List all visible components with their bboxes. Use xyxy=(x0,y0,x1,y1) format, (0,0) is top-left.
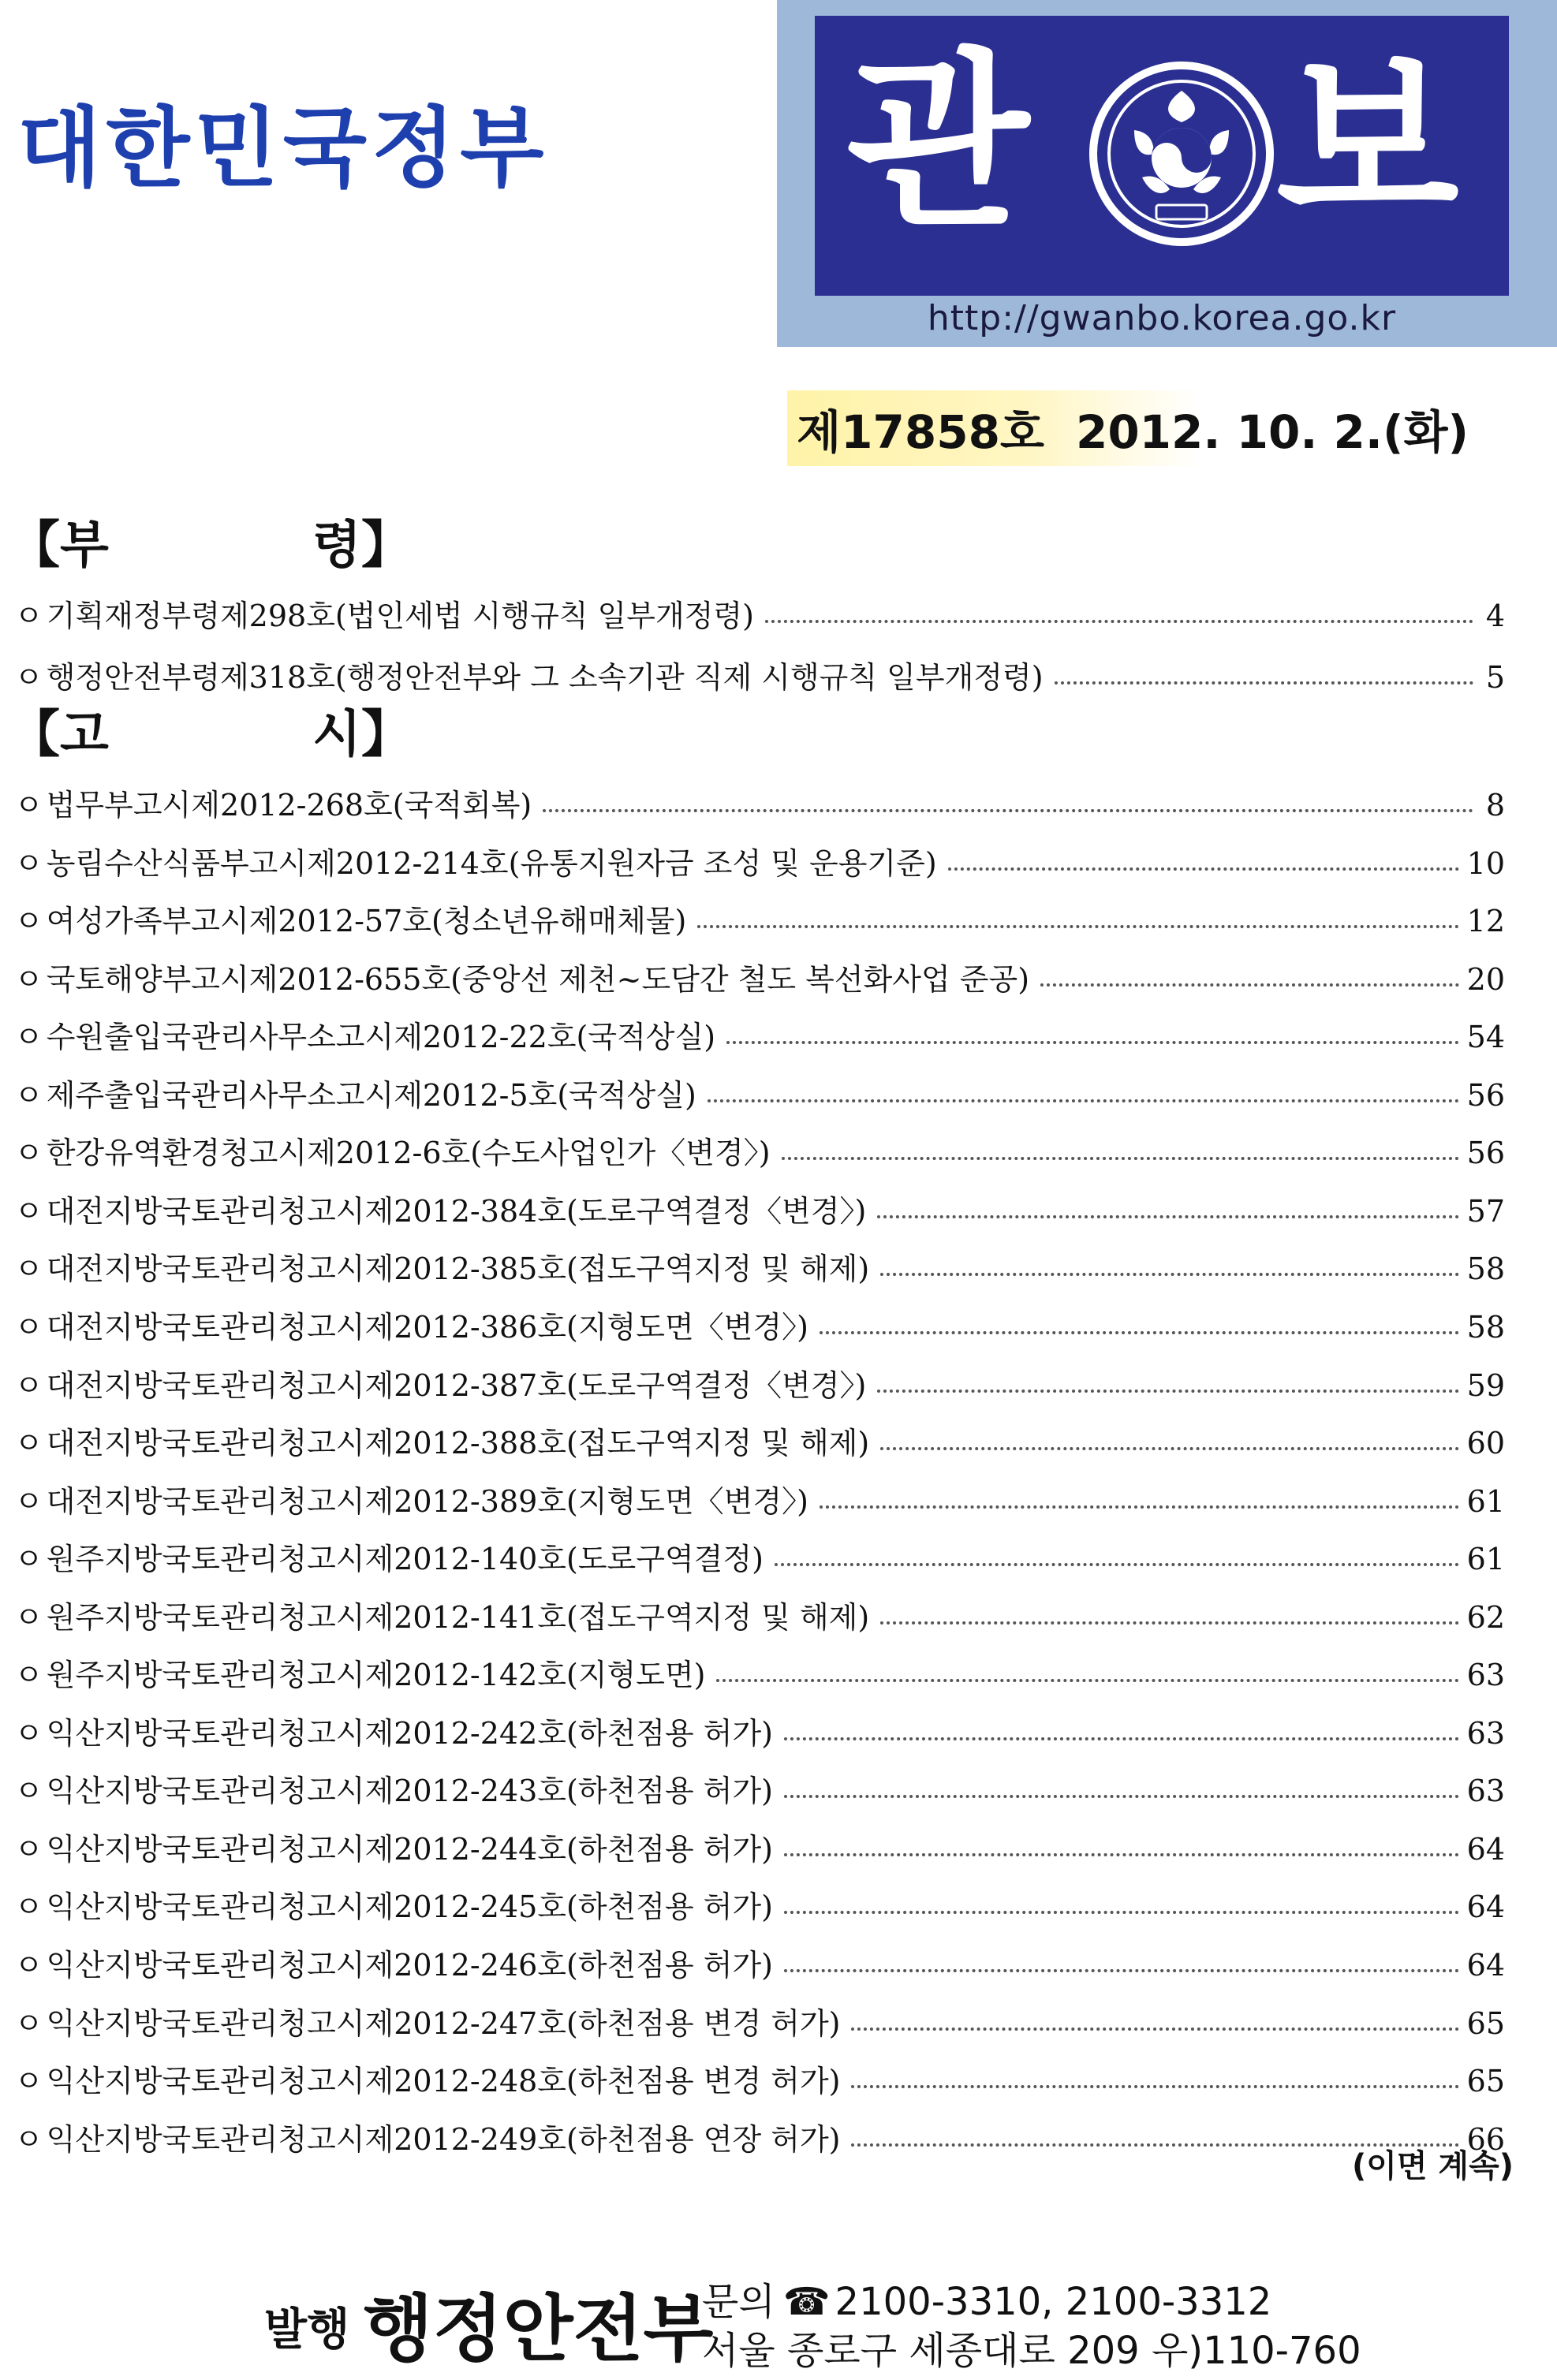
dot-leader xyxy=(880,1447,1458,1450)
dot-leader xyxy=(775,1563,1459,1566)
toc-item-title: 익산지방국토관리청고시제2012-248호(하천점용 변경 허가) xyxy=(46,2064,841,2099)
section-heading-notices xyxy=(9,694,412,767)
bullet-icon: ㅇ xyxy=(14,1252,43,1287)
dot-leader xyxy=(726,1041,1459,1044)
toc-item-page: 4 xyxy=(1485,599,1505,633)
toc-item-title: 한강유역환경청고시제2012-6호(수도사업인가〈변경〉) xyxy=(46,1136,771,1171)
toc-item-page: 61 xyxy=(1466,1542,1505,1577)
bullet-icon: ㅇ xyxy=(14,1020,43,1055)
bullet-icon: ㅇ xyxy=(14,660,43,695)
toc-item-page: 58 xyxy=(1466,1309,1505,1345)
toc-item-page: 62 xyxy=(1466,1599,1505,1635)
issue-info xyxy=(787,390,1478,466)
toc-item-title: 익산지방국토관리청고시제2012-243호(하천점용 허가) xyxy=(46,1774,773,1809)
toc-item-title: 익산지방국토관리청고시제2012-245호(하천점용 허가) xyxy=(46,1889,773,1925)
bullet-icon: ㅇ xyxy=(14,904,43,939)
bullet-icon: ㅇ xyxy=(14,2005,43,2041)
dot-leader xyxy=(765,620,1473,623)
toc-item-page: 12 xyxy=(1466,904,1505,939)
toc-item-page: 64 xyxy=(1466,1831,1505,1867)
dot-leader xyxy=(784,1737,1459,1740)
toc-item-title: 원주지방국토관리청고시제2012-141호(접도구역지정 및 해제) xyxy=(46,1599,870,1635)
bullet-icon: ㅇ xyxy=(14,1715,43,1751)
dot-leader xyxy=(880,1621,1458,1625)
toc-item[interactable] xyxy=(14,1709,1505,1756)
issue-date: 2012. 10. 2.(화) xyxy=(1075,405,1469,459)
bullet-icon: ㅇ xyxy=(14,1831,43,1867)
dot-leader xyxy=(820,1505,1459,1509)
toc-item-title: 국토해양부고시제2012-655호(중앙선 제천~도담간 철도 복선화사업 준공) xyxy=(46,961,1030,997)
dot-leader xyxy=(784,1795,1459,1798)
bullet-icon: ㅇ xyxy=(14,1599,43,1635)
toc-item[interactable] xyxy=(14,1303,1505,1350)
bullet-icon: ㅇ xyxy=(14,1193,43,1229)
toc-item[interactable] xyxy=(14,1999,1505,2046)
toc-item[interactable] xyxy=(14,1535,1505,1582)
publish-label: 발행 xyxy=(264,2304,350,2356)
toc-item-page: 56 xyxy=(1466,1136,1505,1171)
publisher-name: 행정안전부 xyxy=(363,2287,714,2371)
inquiry-label: 문의 xyxy=(702,2280,775,2324)
bullet-icon: ㅇ xyxy=(14,1077,43,1113)
toc-item[interactable] xyxy=(14,1419,1505,1466)
gazette-url[interactable]: http://gwanbo.korea.go.kr xyxy=(927,298,1397,338)
bullet-icon: ㅇ xyxy=(14,788,43,823)
masthead-panel xyxy=(815,16,1509,296)
toc-item[interactable] xyxy=(14,1941,1505,1988)
bullet-icon: ㅇ xyxy=(14,2121,43,2157)
toc-item-title: 대전지방국토관리청고시제2012-388호(접도구역지정 및 해제) xyxy=(46,1426,870,1461)
toc-item[interactable] xyxy=(14,1477,1505,1524)
dot-leader xyxy=(543,809,1473,812)
toc-item-title: 대전지방국토관리청고시제2012-385호(접도구역지정 및 해제) xyxy=(46,1252,870,1287)
contact-address: 서울 종로구 세종대로 209 우)110-760 xyxy=(702,2329,1361,2373)
toc-item-page: 59 xyxy=(1466,1367,1505,1403)
masthead-title-right: 보 xyxy=(1276,32,1459,252)
bullet-icon: ㅇ xyxy=(14,1542,43,1577)
toc-item-page: 63 xyxy=(1466,1715,1505,1751)
toc-item[interactable] xyxy=(14,897,1505,944)
toc-item-title: 기획재정부령제298호(법인세법 시행규칙 일부개정령) xyxy=(46,599,754,633)
dot-leader xyxy=(1055,681,1473,685)
bullet-icon: ㅇ xyxy=(14,1309,43,1345)
toc-item-title: 행정안전부령제318호(행정안전부와 그 소속기관 직제 시행규칙 일부개정령) xyxy=(46,660,1044,695)
toc-item-page: 20 xyxy=(1466,961,1505,997)
toc-item-page: 56 xyxy=(1466,1077,1505,1113)
dot-leader xyxy=(782,1157,1459,1160)
toc-item-title: 익산지방국토관리청고시제2012-246호(하천점용 허가) xyxy=(46,1948,773,1983)
phone-numbers: 2100-3310, 2100-3312 xyxy=(835,2280,1272,2324)
toc-item-title: 대전지방국토관리청고시제2012-389호(지형도면〈변경〉) xyxy=(46,1483,808,1519)
toc-item-title: 익산지방국토관리청고시제2012-247호(하천점용 변경 허가) xyxy=(46,2005,841,2041)
toc-item[interactable] xyxy=(14,781,1505,828)
dot-leader xyxy=(716,1679,1458,1682)
dot-leader xyxy=(948,867,1459,871)
toc-item[interactable] xyxy=(14,2115,1505,2162)
bullet-icon: ㅇ xyxy=(14,1658,43,1693)
bullet-icon: ㅇ xyxy=(14,1367,43,1403)
toc-item-title: 원주지방국토관리청고시제2012-140호(도로구역결정) xyxy=(46,1542,764,1577)
toc-item-title: 대전지방국토관리청고시제2012-386호(지형도면〈변경〉) xyxy=(46,1309,808,1345)
continued-note: (이면 계속) xyxy=(1351,2148,1514,2184)
toc-item-page: 58 xyxy=(1466,1252,1505,1287)
section-heading-left: 【고 xyxy=(9,706,109,764)
dot-leader xyxy=(784,1969,1459,1972)
bullet-icon: ㅇ xyxy=(14,1483,43,1519)
dot-leader xyxy=(851,2085,1458,2088)
bullet-icon: ㅇ xyxy=(14,961,43,997)
toc-item[interactable] xyxy=(14,1244,1505,1292)
toc-item-title: 여성가족부고시제2012-57호(청소년유해매체물) xyxy=(46,904,687,939)
toc-item-page: 66 xyxy=(1466,2121,1505,2157)
toc-item-page: 60 xyxy=(1466,1426,1505,1461)
national-emblem-icon xyxy=(1087,59,1276,248)
dot-leader xyxy=(697,925,1458,928)
section-heading-ordinances xyxy=(9,505,412,577)
toc-item[interactable] xyxy=(14,955,1505,1002)
toc-item-title: 익산지방국토관리청고시제2012-249호(하천점용 연장 허가) xyxy=(46,2121,841,2157)
toc-item[interactable] xyxy=(14,839,1505,886)
toc-item[interactable] xyxy=(14,1128,1505,1176)
toc-item-title: 익산지방국토관리청고시제2012-242호(하천점용 허가) xyxy=(46,1715,773,1751)
toc-item[interactable] xyxy=(14,1187,1505,1234)
toc-item-page: 65 xyxy=(1466,2064,1505,2099)
dot-leader xyxy=(1040,983,1459,987)
dot-leader xyxy=(880,1273,1458,1276)
masthead-title-left: 관 xyxy=(846,32,1029,252)
toc-item[interactable] xyxy=(14,2057,1505,2104)
toc-item[interactable] xyxy=(14,1882,1505,1930)
toc-item-title: 제주출입국관리사무소고시제2012-5호(국적상실) xyxy=(46,1077,696,1113)
section-heading-right: 시】 xyxy=(312,706,412,764)
toc-item[interactable] xyxy=(14,653,1505,700)
toc-item-page: 61 xyxy=(1466,1483,1505,1519)
bullet-icon: ㅇ xyxy=(14,1889,43,1925)
government-title: 대한민국정부 xyxy=(17,98,549,199)
toc-item[interactable] xyxy=(14,591,1505,639)
toc-item[interactable] xyxy=(14,1766,1505,1814)
toc-item[interactable] xyxy=(14,1071,1505,1118)
toc-item-page: 63 xyxy=(1466,1774,1505,1809)
bullet-icon: ㅇ xyxy=(14,1136,43,1171)
toc-item-title: 대전지방국토관리청고시제2012-387호(도로구역결정〈변경〉) xyxy=(46,1367,867,1403)
issue-number: 제17858호 xyxy=(797,405,1044,459)
toc-item-page: 63 xyxy=(1466,1658,1505,1693)
dot-leader xyxy=(820,1331,1459,1334)
dot-leader xyxy=(708,1099,1459,1102)
bullet-icon: ㅇ xyxy=(14,845,43,881)
section-heading-right: 령】 xyxy=(312,517,412,575)
toc-item[interactable] xyxy=(14,1593,1505,1640)
toc-item-page: 10 xyxy=(1466,845,1505,881)
dot-leader xyxy=(877,1390,1458,1393)
toc-item[interactable] xyxy=(14,1651,1505,1698)
toc-item-page: 5 xyxy=(1485,660,1505,695)
bullet-icon: ㅇ xyxy=(14,1948,43,1983)
section-heading-left: 【부 xyxy=(9,517,109,575)
toc-item-title: 익산지방국토관리청고시제2012-244호(하천점용 허가) xyxy=(46,1831,773,1867)
toc-item-title: 대전지방국토관리청고시제2012-384호(도로구역결정〈변경〉) xyxy=(46,1193,867,1229)
contact-phones xyxy=(702,2271,1271,2326)
dot-leader xyxy=(784,1911,1459,1914)
toc-item-page: 64 xyxy=(1466,1889,1505,1925)
bullet-icon: ㅇ xyxy=(14,599,43,633)
dot-leader xyxy=(877,1215,1458,1218)
bullet-icon: ㅇ xyxy=(14,1426,43,1461)
toc-item[interactable] xyxy=(14,1825,1505,1872)
toc-item-page: 64 xyxy=(1466,1948,1505,1983)
toc-item[interactable] xyxy=(14,1361,1505,1408)
toc-item-page: 65 xyxy=(1466,2005,1505,2041)
toc-item[interactable] xyxy=(14,1013,1505,1060)
dot-leader xyxy=(784,1853,1459,1856)
bullet-icon: ㅇ xyxy=(14,2064,43,2099)
toc-item-page: 57 xyxy=(1466,1193,1505,1229)
footer xyxy=(260,2271,1554,2374)
toc-item-page: 54 xyxy=(1466,1020,1505,1055)
bullet-icon: ㅇ xyxy=(14,1774,43,1809)
toc-item-title: 수원출입국관리사무소고시제2012-22호(국적상실) xyxy=(46,1020,716,1055)
phone-icon: ☎ xyxy=(782,2280,831,2324)
toc-item-title: 농림수산식품부고시제2012-214호(유통지원자금 조성 및 운용기준) xyxy=(46,845,937,881)
masthead xyxy=(777,0,1557,347)
toc-item-title: 법무부고시제2012-268호(국적회복) xyxy=(46,788,532,823)
toc-item-title: 원주지방국토관리청고시제2012-142호(지형도면) xyxy=(46,1658,706,1693)
dot-leader xyxy=(851,2027,1458,2031)
toc-item-page: 8 xyxy=(1485,788,1505,823)
